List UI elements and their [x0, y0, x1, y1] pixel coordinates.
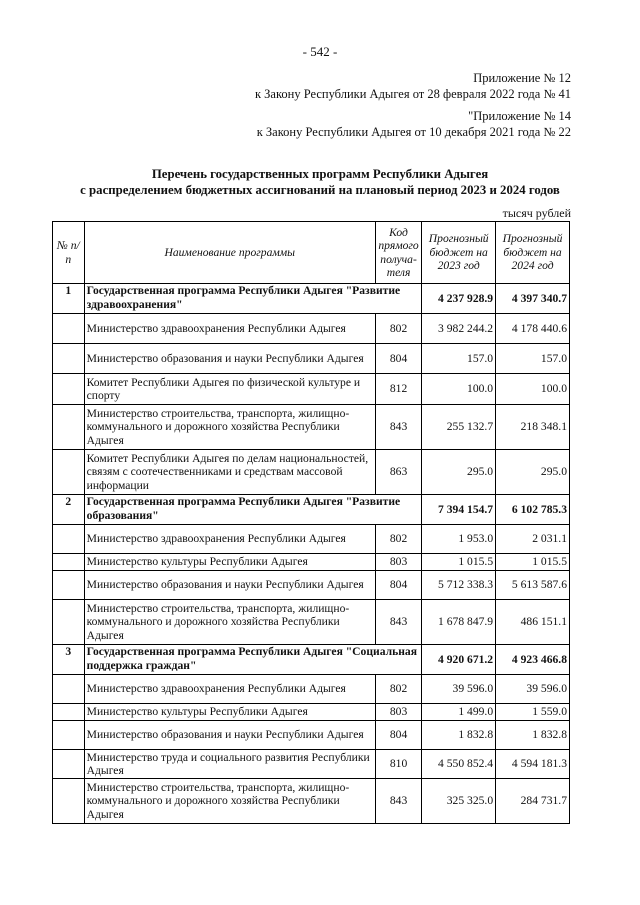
- recipient-code: 802: [375, 525, 421, 554]
- recipient-name: Министерство образования и науки Республики Адыгея: [84, 721, 375, 750]
- recipient-name: Министерство образования и науки Республики Адыгея: [84, 571, 375, 600]
- recipient-code: 843: [375, 779, 421, 824]
- program-row: [53, 645, 570, 675]
- recipient-name: Министерство здравоохранения Республики Адыгея: [84, 675, 375, 704]
- recipient-name: Министерство труда и социального развития Республики Адыгея: [84, 750, 375, 779]
- recipient-name: Комитет Республики Адыгея по делам национальностей, связям с соотечественниками и средствам массовой информации: [84, 450, 375, 495]
- page-number: - 542 -: [302, 44, 338, 59]
- budget-2024: 157.0: [496, 344, 570, 374]
- program-budget-2024: 6 102 785.3: [496, 495, 570, 525]
- table-row: [53, 450, 570, 495]
- appendix-14-title: "Приложение № 14: [468, 109, 571, 123]
- program-number: 1: [53, 284, 85, 314]
- program-name: Государственная программа Республики Адыгея "Развитие здравоохранения": [84, 284, 422, 314]
- recipient-name: Министерство строительства, транспорта, жилищно-коммунального и дорожного хозяйства Республики Адыгея: [84, 779, 375, 824]
- recipient-code: 863: [375, 450, 421, 495]
- table-row: [53, 571, 570, 600]
- table-row: [53, 344, 570, 374]
- budget-2023: 157.0: [422, 344, 496, 374]
- title-line-2: с распределением бюджетных ассигнований на плановый период 2023 и 2024 годов: [80, 183, 560, 197]
- program-budget-2023: 7 394 154.7: [422, 495, 496, 525]
- appendix-12-note: [255, 70, 571, 102]
- budget-2024: 486 151.1: [496, 600, 570, 645]
- recipient-name: Министерство строительства, транспорта, жилищно-коммунального и дорожного хозяйства Республики Адыгея: [84, 600, 375, 645]
- table-row: [53, 525, 570, 554]
- header-code: Код прямого получа-теля: [375, 222, 421, 284]
- program-number: 2: [53, 495, 85, 525]
- budget-2023: 325 325.0: [422, 779, 496, 824]
- header-num: № п/п: [53, 222, 85, 284]
- budget-2024: 4 594 181.3: [496, 750, 570, 779]
- budget-2024: 1 559.0: [496, 704, 570, 721]
- table-row: [53, 314, 570, 344]
- budget-2024: 100.0: [496, 374, 570, 405]
- budget-2023: 1 499.0: [422, 704, 496, 721]
- budget-2023: 3 982 244.2: [422, 314, 496, 344]
- program-budget-2023: 4 237 928.9: [422, 284, 496, 314]
- budget-2023: 1 953.0: [422, 525, 496, 554]
- budget-2024: 2 031.1: [496, 525, 570, 554]
- recipient-name: Министерство образования и науки Республики Адыгея: [84, 344, 375, 374]
- document-title: [0, 166, 640, 198]
- recipient-code: 803: [375, 704, 421, 721]
- program-budget-2023: 4 920 671.2: [422, 645, 496, 675]
- recipient-code: 802: [375, 675, 421, 704]
- budget-2023: 4 550 852.4: [422, 750, 496, 779]
- budget-2023: 5 712 338.3: [422, 571, 496, 600]
- recipient-name: Министерство здравоохранения Республики Адыгея: [84, 314, 375, 344]
- budget-2023: 255 132.7: [422, 405, 496, 450]
- budget-2024: 284 731.7: [496, 779, 570, 824]
- appendix-14-law-reference: к Закону Республики Адыгея от 10 декабря 2021 года № 22: [256, 125, 571, 139]
- appendix-12-title: Приложение № 12: [473, 71, 571, 85]
- recipient-code: 803: [375, 554, 421, 571]
- program-number: 3: [53, 645, 85, 675]
- recipient-name: Министерство культуры Республики Адыгея: [84, 554, 375, 571]
- appendix-12-law-reference: к Закону Республики Адыгея от 28 февраля 2022 года № 41: [254, 87, 571, 101]
- budget-2024: 295.0: [496, 450, 570, 495]
- recipient-code: 804: [375, 571, 421, 600]
- program-row: [53, 495, 570, 525]
- title-line-1: Перечень государственных программ Республики Адыгея: [151, 167, 489, 181]
- table-row: [53, 600, 570, 645]
- table-row: [53, 704, 570, 721]
- table-row: [53, 675, 570, 704]
- table-row: [53, 374, 570, 405]
- recipient-name: Комитет Республики Адыгея по физической культуре и спорту: [84, 374, 375, 405]
- budget-2023: 1 678 847.9: [422, 600, 496, 645]
- recipient-name: Министерство строительства, транспорта, жилищно-коммунального и дорожного хозяйства Республики Адыгея: [84, 405, 375, 450]
- recipient-code: 843: [375, 405, 421, 450]
- recipient-code: 804: [375, 344, 421, 374]
- table-row: [53, 750, 570, 779]
- recipient-code: 802: [375, 314, 421, 344]
- recipient-name: Министерство культуры Республики Адыгея: [84, 704, 375, 721]
- program-budget-2024: 4 923 466.8: [496, 645, 570, 675]
- budget-2023: 100.0: [422, 374, 496, 405]
- recipient-code: 810: [375, 750, 421, 779]
- table-header-row: [53, 222, 570, 284]
- table-row: [53, 721, 570, 750]
- table-row: [53, 405, 570, 450]
- recipient-code: 843: [375, 600, 421, 645]
- recipient-code: 804: [375, 721, 421, 750]
- program-name: Государственная программа Республики Адыгея "Развитие образования": [84, 495, 422, 525]
- appendix-14-note: [257, 108, 571, 140]
- budget-2023: 1 015.5: [422, 554, 496, 571]
- program-row: [53, 284, 570, 314]
- budget-2024: 5 613 587.6: [496, 571, 570, 600]
- budget-2024: 1 832.8: [496, 721, 570, 750]
- budget-2024: 1 015.5: [496, 554, 570, 571]
- table-row: [53, 779, 570, 824]
- program-name: Государственная программа Республики Адыгея "Социальная поддержка граждан": [84, 645, 422, 675]
- recipient-name: Министерство здравоохранения Республики Адыгея: [84, 525, 375, 554]
- program-budget-2024: 4 397 340.7: [496, 284, 570, 314]
- unit-label: тысяч рублей: [502, 206, 571, 220]
- header-budget-2023: Прогнозный бюджет на 2023 год: [422, 222, 496, 284]
- budget-2023: 295.0: [422, 450, 496, 495]
- budget-2023: 1 832.8: [422, 721, 496, 750]
- table-row: [53, 554, 570, 571]
- budget-2024: 4 178 440.6: [496, 314, 570, 344]
- recipient-code: 812: [375, 374, 421, 405]
- header-name: Наименование программы: [84, 222, 375, 284]
- header-budget-2024: Прогнозный бюджет на 2024 год: [496, 222, 570, 284]
- budget-2023: 39 596.0: [422, 675, 496, 704]
- programs-table: [52, 221, 570, 824]
- budget-2024: 39 596.0: [496, 675, 570, 704]
- budget-2024: 218 348.1: [496, 405, 570, 450]
